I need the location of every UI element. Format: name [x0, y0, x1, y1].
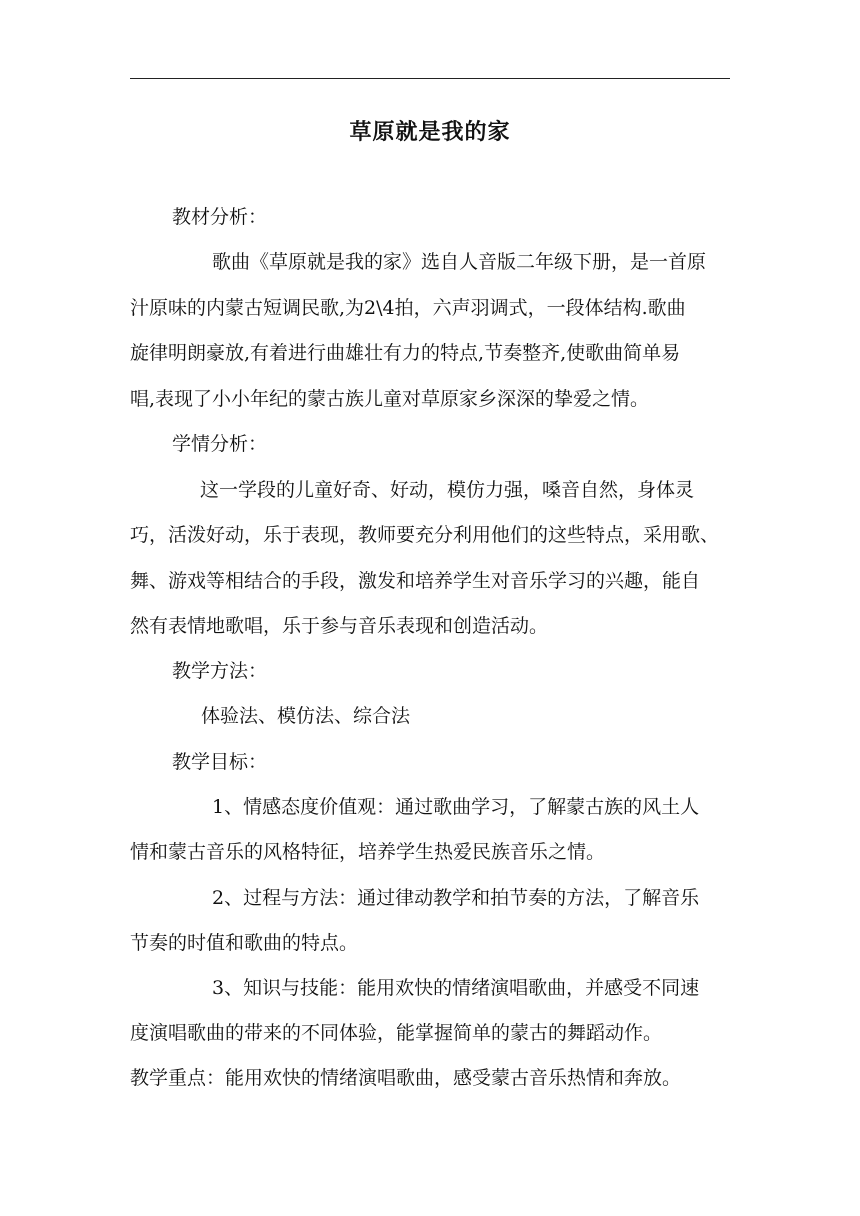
paragraph-line: 然有表情地歌唱，乐于参与音乐表现和创造活动。 [130, 615, 549, 637]
teaching-goal-heading: 教学目标： [172, 751, 268, 773]
document-title: 草原就是我的家 [349, 120, 511, 145]
teaching-method-text: 体验法、模仿法、综合法 [201, 705, 411, 727]
header-rule [130, 78, 730, 79]
student-analysis-heading: 学情分析： [172, 433, 268, 455]
paragraph-line: 汁原味的内蒙古短调民歌,为2\4拍，六声羽调式，一段体结构.歌曲 [130, 297, 686, 319]
paragraph-line: 3、知识与技能：能用欢快的情绪演唱歌曲，并感受不同速 [212, 977, 700, 999]
paragraph-line: 歌曲《草原就是我的家》选自人音版二年级下册，是一首原 [212, 251, 707, 273]
paragraph-line: 唱,表现了小小年纪的蒙古族儿童对草原家乡深深的挚爱之情。 [130, 388, 650, 410]
paragraph-line: 1、情感态度价值观：通过歌曲学习，了解蒙古族的风土人 [212, 796, 700, 818]
material-analysis-heading: 教材分析： [172, 206, 268, 228]
paragraph-line: 旋律明朗豪放,有着进行曲雄壮有力的特点,节奏整齐,使歌曲简单易 [130, 342, 681, 364]
paragraph-line: 巧，活泼好动，乐于表现，教师要充分利用他们的这些特点，采用歌、 [130, 524, 720, 546]
key-point-line: 教学重点：能用欢快的情绪演唱歌曲，感受蒙古音乐热情和奔放。 [130, 1067, 682, 1089]
paragraph-line: 节奏的时值和歌曲的特点。 [130, 932, 359, 954]
paragraph-line: 舞、游戏等相结合的手段，激发和培养学生对音乐学习的兴趣，能自 [130, 570, 701, 592]
paragraph-line: 度演唱歌曲的带来的不同体验，能掌握简单的蒙古的舞蹈动作。 [130, 1022, 663, 1044]
paragraph-line: 2、过程与方法：通过律动教学和拍节奏的方法，了解音乐 [212, 887, 700, 909]
paragraph-line: 这一学段的儿童好奇、好动，模仿力强，嗓音自然，身体灵 [200, 479, 695, 501]
paragraph-line: 情和蒙古音乐的风格特征，培养学生热爱民族音乐之情。 [130, 841, 606, 863]
teaching-method-heading: 教学方法： [172, 660, 268, 682]
